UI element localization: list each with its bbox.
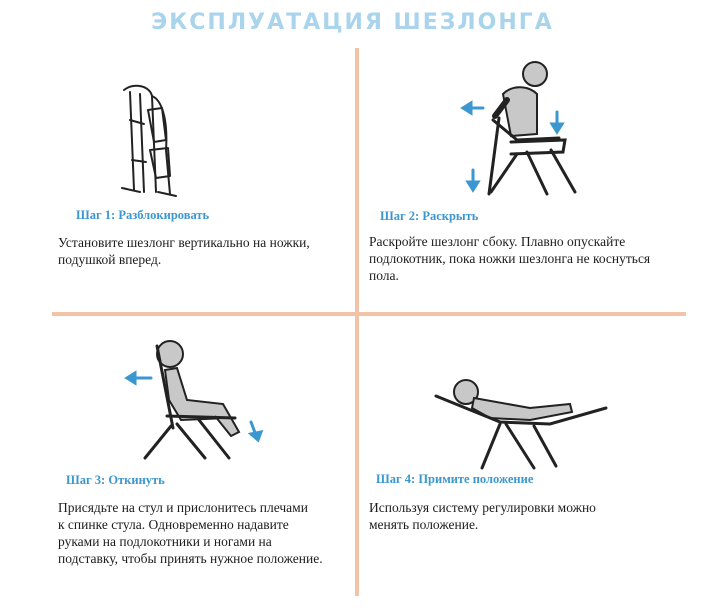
step-3-description (58, 499, 353, 567)
step-2-heading: Шаг 2: Раскрыть (380, 209, 479, 223)
text-line: Используя систему регулировки можно (369, 500, 596, 515)
step-1-description (58, 234, 348, 268)
horizontal-divider (52, 312, 686, 316)
step-4-heading: Шаг 4: Примите положение (376, 472, 534, 486)
step-4-description (369, 499, 669, 533)
text-line: Раскройте шезлонг сбоку. Плавно опускайте (369, 234, 626, 249)
vertical-divider (355, 48, 359, 596)
text-line: подушкой вперед. (58, 252, 162, 267)
text-line: пола. (369, 268, 399, 283)
step-2-description (369, 233, 689, 284)
page-title: ЭКСПЛУАТАЦИЯ ШЕЗЛОНГА (151, 10, 554, 35)
text-line: менять положение. (369, 517, 479, 532)
step-3-heading: Шаг 3: Откинуть (66, 473, 165, 487)
text-line: руками на подлокотники и ногами на (58, 534, 272, 549)
text-line: подставку, чтобы принять нужное положение. (58, 551, 323, 566)
step-1-heading: Шаг 1: Разблокировать (76, 208, 210, 222)
text-line: Присядьте на стул и прислонитесь плечами (58, 500, 308, 515)
lounge-position-illustration (430, 372, 610, 472)
folded-chair-illustration (110, 80, 190, 200)
text-line: подлокотник, пока ножки шезлонга не коснуться (369, 251, 651, 266)
recline-chair-illustration (115, 338, 275, 463)
unfold-chair-illustration (455, 60, 585, 200)
text-line: к спинке стула. Одновременно надавите (58, 517, 289, 532)
text-line: Установите шезлонг вертикально на ножки, (58, 235, 310, 250)
